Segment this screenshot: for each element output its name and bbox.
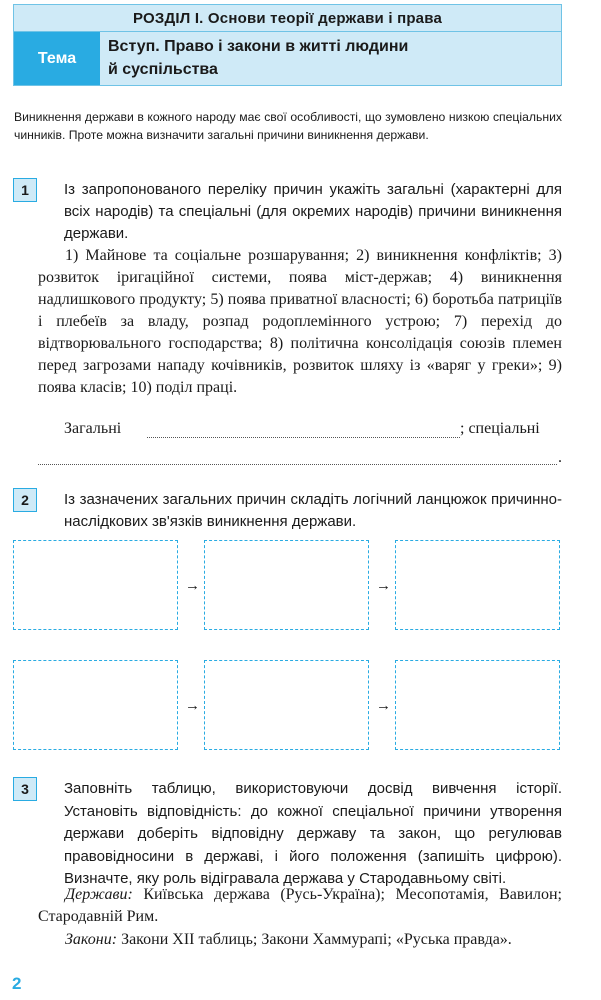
- chain-box-1[interactable]: [13, 540, 178, 630]
- section-title: РОЗДІЛ І. Основи теорії держави і права: [13, 4, 562, 32]
- chain-box-5[interactable]: [204, 660, 369, 750]
- task-3-instruction: Заповніть таблицю, використовуючи досвід вивчення історії. Установіть відповідність: до кожної спеціальної причини утворення держави доберіть відповідну державу та закон, що регулював правовідносини в державі, і його положення (запишіть цифрою). Визначте, яку роль відігравала держава у Стародавньому світі.: [64, 780, 562, 887]
- states-line: [38, 884, 562, 928]
- intro-paragraph: Виникнення держави в кожного народу має свої особливості, що зумовлено низкою спеціальних чинників. Проте можна визначити загальні причини виникнення держави.: [14, 110, 562, 142]
- general-label: Загальні: [64, 420, 122, 437]
- topic-label: Тема: [14, 32, 100, 85]
- task-1-number: 1: [13, 178, 37, 202]
- general-answer-field[interactable]: [147, 437, 460, 438]
- topic-title-line1: Вступ. Право і закони в житті людини: [108, 38, 409, 55]
- topic-title-line2: й суспільства: [108, 61, 218, 78]
- chain-arrow: →: [376, 697, 391, 714]
- special-answer-field[interactable]: [38, 464, 557, 465]
- chain-arrow: →: [185, 577, 200, 594]
- special-label: ; спеціальні: [460, 420, 540, 437]
- chain-box-3[interactable]: [395, 540, 560, 630]
- end-period: .: [558, 449, 562, 466]
- chain-arrow: →: [376, 577, 391, 594]
- task-2-instruction: Із зазначених загальних причин складіть логічний ланцюжок причинно-наслідкових зв'язків виникнення держави.: [64, 491, 562, 530]
- topic-title: [100, 32, 561, 85]
- chain-box-6[interactable]: [395, 660, 560, 750]
- task-2-number: 2: [13, 488, 37, 512]
- task-3-number: 3: [13, 777, 37, 801]
- task-1-list: 1) Майнове та соціальне розшарування; 2) виникнення конфліктів; 3) розвиток іригаційної системи, поява міст-держав; 4) виникнення надлишкового продукту; 5) поява приватної власності; 6) боротьба патриціїв і плебеїв за владу, розпад родоплемінного устрою; 7) перехід до відтворювального господарства; 8) політична консолідація союзів племен перед загрозами нападу кочівників, розвиток шляху із «варяг у греки»; 9) поява класів; 10) поділ праці.: [38, 247, 562, 396]
- chapter-header: [13, 4, 562, 86]
- laws-label: Закони:: [65, 931, 118, 948]
- laws-line: [38, 929, 562, 951]
- task-1-instruction: Із запропонованого переліку причин укажіть загальні (характерні для всіх народів) та спеціальні (для окремих народів) причини виникнення держави.: [64, 181, 562, 242]
- chain-box-4[interactable]: [13, 660, 178, 750]
- chain-box-2[interactable]: [204, 540, 369, 630]
- states-text: Київська держава (Русь-Україна); Месопотамія, Вавилон; Стародавній Рим.: [38, 886, 562, 925]
- topic-row: [13, 32, 562, 86]
- laws-text: Закони XII таблиць; Закони Хаммурапі; «Руська правда».: [117, 931, 512, 948]
- chain-arrow: →: [185, 697, 200, 714]
- states-label: Держави:: [65, 886, 133, 903]
- page-number: 2: [12, 974, 22, 993]
